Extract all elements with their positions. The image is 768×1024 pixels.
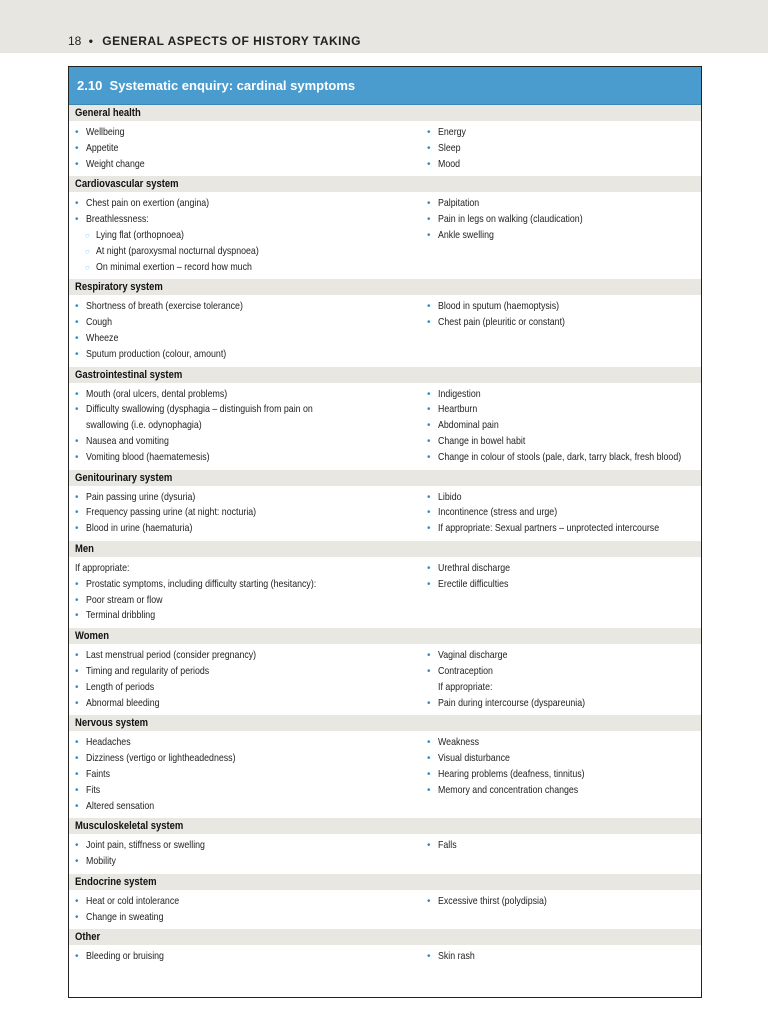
section-heading	[69, 367, 701, 383]
list-item	[427, 387, 701, 403]
list-item	[427, 490, 701, 506]
list-item-text: Lying flat (orthopnoea)	[96, 228, 184, 241]
list-item-text: Abdominal pain	[438, 419, 499, 432]
bullet-icon: •	[427, 404, 431, 416]
list-item	[427, 561, 701, 577]
list-item	[75, 608, 427, 624]
list-item	[427, 228, 701, 244]
list-item-text: Faints	[86, 767, 111, 780]
list-item-text: Skin rash	[438, 950, 475, 963]
bullet-icon: •	[75, 753, 79, 765]
bullet-icon: •	[427, 142, 431, 154]
list-item-text: Shortness of breath (exercise tolerance)	[86, 300, 243, 313]
section-heading	[69, 715, 701, 731]
bullet-icon: •	[427, 665, 431, 677]
list-item-text: Memory and concentration changes	[438, 783, 579, 796]
bullet-icon: •	[75, 348, 79, 360]
box-title	[69, 67, 701, 105]
list-item	[75, 125, 427, 141]
list-item	[75, 196, 427, 212]
bullet-icon: •	[75, 317, 79, 329]
sub-bullet-icon: ○	[85, 246, 90, 256]
bullet-icon: •	[75, 737, 79, 749]
list-item-text: Nausea and vomiting	[86, 434, 169, 447]
bullet-icon: •	[427, 578, 431, 590]
section-column-left	[69, 838, 427, 870]
list-item	[427, 299, 701, 315]
bullet-icon: •	[427, 127, 431, 138]
section-column-left	[69, 894, 427, 926]
running-head	[68, 34, 361, 48]
list-item-text: On minimal exertion – record how much	[96, 260, 252, 273]
list-item-text: Vaginal discharge	[438, 649, 508, 662]
bullet-icon: •	[75, 594, 79, 606]
bullet-icon: •	[75, 768, 79, 780]
section-heading	[69, 818, 701, 834]
list-item-text: Visual disturbance	[438, 752, 510, 765]
section-column-left	[69, 299, 427, 362]
list-item-text: Heartburn	[438, 403, 478, 416]
list-item-text: Palpitation	[438, 197, 480, 210]
section-heading-text: Other	[75, 931, 101, 944]
list-item	[75, 648, 427, 664]
section-column-right	[427, 561, 701, 624]
list-item-text: Mouth (oral ulcers, dental problems)	[86, 387, 228, 400]
section-heading-text: Cardiovascular system	[75, 178, 179, 191]
chapter-title: GENERAL ASPECTS OF HISTORY TAKING	[102, 34, 361, 48]
bullet-icon: •	[427, 198, 431, 210]
bullet-icon: •	[427, 951, 431, 963]
bullet-icon: •	[427, 420, 431, 432]
list-item	[75, 521, 427, 537]
section-heading	[69, 541, 701, 557]
section-heading-text: Nervous system	[75, 717, 149, 730]
list-item-text: Erectile difficulties	[438, 577, 509, 590]
bullet-icon: •	[427, 388, 431, 400]
bullet-icon: •	[427, 491, 431, 503]
list-item	[75, 244, 427, 260]
bullet-icon: •	[427, 523, 431, 535]
section-body	[69, 295, 701, 366]
list-item-text: Wellbeing	[86, 126, 125, 138]
list-item	[75, 387, 427, 403]
section-column-right	[427, 490, 701, 537]
list-item	[75, 157, 427, 173]
bullet-icon: •	[75, 158, 79, 170]
bullet-icon: •	[75, 127, 79, 138]
bullet-icon: •	[427, 768, 431, 780]
bullet-icon: •	[427, 451, 431, 463]
bullet-icon: •	[75, 214, 79, 226]
section-heading	[69, 176, 701, 192]
bullet-icon: •	[75, 951, 79, 963]
bullet-icon: •	[427, 562, 431, 574]
list-item-text: Chest pain (pleuritic or constant)	[438, 316, 565, 329]
list-item-text: Hearing problems (deafness, tinnitus)	[438, 767, 585, 780]
section-body	[69, 486, 701, 541]
section-body	[69, 945, 701, 969]
list-item-text: Falls	[438, 839, 457, 852]
section-column-left	[69, 387, 427, 466]
list-item	[75, 561, 427, 577]
section-column-left	[69, 648, 427, 711]
list-item-text: Contraception	[438, 664, 493, 677]
list-item	[427, 315, 701, 331]
list-item	[75, 910, 427, 926]
list-item-text: Prostatic symptoms, including difficulty starting (hesitancy):	[86, 577, 317, 590]
list-item-text: Difficulty swallowing (dysphagia – distinguish from pain on	[86, 403, 313, 416]
list-item	[75, 347, 427, 363]
list-item-text: Chest pain on exertion (angina)	[86, 197, 210, 210]
section-column-right	[427, 648, 701, 711]
bullet-icon: •	[427, 301, 431, 313]
list-item	[427, 894, 701, 910]
list-item-text: Libido	[438, 490, 462, 503]
sections-container	[69, 105, 701, 969]
page-number: 18	[68, 34, 82, 48]
list-item	[75, 331, 427, 347]
list-item	[427, 949, 701, 965]
bullet-icon: •	[75, 198, 79, 210]
section-body	[69, 557, 701, 628]
list-item	[427, 838, 701, 854]
section-column-left	[69, 125, 427, 172]
bullet-icon: •	[75, 404, 79, 416]
list-item-text: Blood in urine (haematuria)	[86, 522, 193, 535]
bullet-icon: •	[75, 856, 79, 868]
list-item-text: swallowing (i.e. odynophagia)	[86, 419, 202, 432]
bullet-icon: •	[75, 301, 79, 313]
section-column-right	[427, 838, 701, 870]
sub-bullet-icon: ○	[85, 262, 90, 272]
bullet-icon: •	[427, 753, 431, 765]
list-item-text: Breathlessness:	[86, 213, 149, 226]
section-heading	[69, 279, 701, 295]
list-item	[75, 593, 427, 609]
section-heading-text: Endocrine system	[75, 875, 157, 888]
list-item-text: Frequency passing urine (at night: nocturia)	[86, 506, 257, 519]
list-item	[75, 894, 427, 910]
list-item	[75, 450, 427, 466]
list-item-text: Sputum production (colour, amount)	[86, 347, 227, 360]
list-item	[75, 783, 427, 799]
list-item	[427, 783, 701, 799]
bullet-icon: •	[75, 610, 79, 622]
list-item	[75, 505, 427, 521]
list-item	[427, 450, 701, 466]
list-item-text: Weakness	[438, 736, 480, 749]
list-item	[427, 577, 701, 593]
section-body	[69, 383, 701, 470]
list-item	[427, 696, 701, 712]
list-item	[427, 157, 701, 173]
bullet-icon: •	[427, 840, 431, 852]
section-body	[69, 121, 701, 176]
list-item	[427, 735, 701, 751]
list-item	[75, 854, 427, 870]
section-heading	[69, 929, 701, 945]
list-item	[75, 799, 427, 815]
list-item	[75, 315, 427, 331]
symptoms-box	[68, 66, 702, 998]
list-item	[75, 212, 427, 228]
list-item-text: Terminal dribbling	[86, 609, 156, 622]
section-heading-text: Men	[75, 542, 94, 555]
section-column-right	[427, 299, 701, 362]
bullet-icon: •	[75, 911, 79, 923]
list-item	[75, 228, 427, 244]
list-item	[427, 434, 701, 450]
list-item	[427, 418, 701, 434]
bullet-icon: •	[75, 388, 79, 400]
list-item	[75, 680, 427, 696]
list-item	[75, 767, 427, 783]
list-item	[427, 141, 701, 157]
list-item-text: Pain during intercourse (dyspareunia)	[438, 696, 586, 709]
section-heading-text: General health	[75, 107, 141, 119]
bullet-icon: •	[75, 840, 79, 852]
list-item	[427, 521, 701, 537]
list-item	[75, 434, 427, 450]
bullet-icon: •	[75, 523, 79, 535]
list-item	[427, 664, 701, 680]
running-head-bullet: •	[88, 34, 93, 48]
bullet-icon: •	[427, 507, 431, 519]
list-item	[75, 577, 427, 593]
list-item-text: Pain in legs on walking (claudication)	[438, 213, 583, 226]
list-item-text: Fits	[86, 783, 101, 796]
bullet-icon: •	[75, 800, 79, 812]
list-item	[75, 141, 427, 157]
list-item	[75, 735, 427, 751]
list-item	[75, 664, 427, 680]
list-item-text: Heat or cold intolerance	[86, 894, 180, 907]
section-body	[69, 890, 701, 930]
list-item-text: Pain passing urine (dysuria)	[86, 490, 196, 503]
section-column-left	[69, 735, 427, 814]
list-item	[427, 767, 701, 783]
list-item-text: Incontinence (stress and urge)	[438, 506, 558, 519]
list-item	[427, 212, 701, 228]
list-item-text: Last menstrual period (consider pregnancy)	[86, 649, 257, 662]
bullet-icon: •	[75, 895, 79, 907]
list-item-text: Bleeding or bruising	[86, 950, 164, 963]
list-item	[427, 196, 701, 212]
list-item-text: Dizziness (vertigo or lightheadedness)	[86, 752, 236, 765]
section-body	[69, 192, 701, 279]
bullet-icon: •	[427, 435, 431, 447]
bullet-icon: •	[75, 142, 79, 154]
bullet-icon: •	[427, 697, 431, 709]
section-heading-text: Women	[75, 630, 109, 643]
bullet-icon: •	[75, 578, 79, 590]
list-item-text: Change in bowel habit	[438, 434, 526, 447]
list-item-text: If appropriate:	[438, 680, 493, 693]
bullet-icon: •	[427, 158, 431, 170]
list-item-text: If appropriate: Sexual partners – unprotected intercourse	[438, 522, 660, 535]
bullet-icon: •	[75, 435, 79, 447]
bullet-icon: •	[427, 650, 431, 662]
bullet-icon: •	[75, 681, 79, 693]
list-item-text: Blood in sputum (haemoptysis)	[438, 300, 560, 313]
section-column-right	[427, 735, 701, 814]
section-body	[69, 644, 701, 715]
bullet-icon: •	[427, 229, 431, 241]
list-item-text: Weight change	[86, 157, 145, 170]
box-title-text: 2.10 Systematic enquiry: cardinal symptoms	[77, 78, 356, 93]
list-item-text: Joint pain, stiffness or swelling	[86, 839, 205, 852]
bullet-icon: •	[75, 491, 79, 503]
list-item-text: Indigestion	[438, 387, 481, 400]
list-item-text: Abnormal bleeding	[86, 696, 160, 709]
list-item-text: If appropriate:	[75, 561, 130, 574]
section-column-right	[427, 196, 701, 275]
bullet-icon: •	[75, 650, 79, 662]
list-item-text: At night (paroxysmal nocturnal dyspnoea)	[96, 244, 259, 257]
section-heading	[69, 874, 701, 890]
section-heading	[69, 105, 701, 121]
list-item-text: Length of periods	[86, 680, 155, 693]
section-column-left	[69, 949, 427, 965]
list-item-text: Timing and regularity of periods	[86, 664, 210, 677]
list-item-text: Change in colour of stools (pale, dark, tarry black, fresh blood)	[438, 450, 682, 463]
list-item	[75, 299, 427, 315]
list-item	[75, 696, 427, 712]
bullet-icon: •	[427, 317, 431, 329]
section-column-left	[69, 490, 427, 537]
section-column-right	[427, 949, 701, 965]
list-item-text: Ankle swelling	[438, 228, 494, 241]
section-body	[69, 834, 701, 874]
section-column-left	[69, 196, 427, 275]
list-item-text: Headaches	[86, 736, 131, 749]
list-item-text: Energy	[438, 126, 466, 138]
section-column-right	[427, 387, 701, 466]
bullet-icon: •	[75, 451, 79, 463]
list-item	[427, 505, 701, 521]
section-column-right	[427, 894, 701, 926]
list-item-text: Vomiting blood (haematemesis)	[86, 450, 210, 463]
list-item-text: Cough	[86, 316, 113, 329]
section-heading	[69, 470, 701, 486]
list-item	[427, 751, 701, 767]
section-heading-text: Musculoskeletal system	[75, 820, 184, 833]
list-item	[75, 751, 427, 767]
list-item	[427, 648, 701, 664]
list-item-text: Excessive thirst (polydipsia)	[438, 894, 547, 907]
list-item	[427, 402, 701, 418]
list-item-text: Mood	[438, 157, 461, 170]
bullet-icon: •	[75, 665, 79, 677]
section-column-left	[69, 561, 427, 624]
list-item-text: Poor stream or flow	[86, 593, 163, 606]
list-item	[75, 838, 427, 854]
section-heading	[69, 628, 701, 644]
list-item-text: Urethral discharge	[438, 561, 511, 574]
section-heading-text: Respiratory system	[75, 281, 163, 294]
bullet-icon: •	[427, 895, 431, 907]
bullet-icon: •	[427, 784, 431, 796]
bullet-icon: •	[427, 214, 431, 226]
bullet-icon: •	[75, 507, 79, 519]
list-item-text: Wheeze	[86, 331, 119, 344]
list-item	[75, 418, 427, 434]
list-item-text: Altered sensation	[86, 799, 155, 812]
list-item	[75, 949, 427, 965]
list-item-text: Mobility	[86, 855, 116, 868]
list-item	[427, 680, 701, 696]
bullet-icon: •	[75, 332, 79, 344]
list-item	[427, 125, 701, 141]
section-heading-text: Genitourinary system	[75, 471, 173, 484]
bullet-icon: •	[75, 784, 79, 796]
list-item	[75, 402, 427, 418]
list-item-text: Sleep	[438, 141, 461, 154]
sub-bullet-icon: ○	[85, 230, 90, 240]
section-column-right	[427, 125, 701, 172]
list-item-text: Change in sweating	[86, 910, 164, 923]
section-heading-text: Gastrointestinal system	[75, 368, 183, 381]
section-body	[69, 731, 701, 818]
list-item	[75, 490, 427, 506]
list-item	[75, 260, 427, 276]
list-item-text: Appetite	[86, 141, 119, 154]
bullet-icon: •	[75, 697, 79, 709]
bullet-icon: •	[427, 737, 431, 749]
